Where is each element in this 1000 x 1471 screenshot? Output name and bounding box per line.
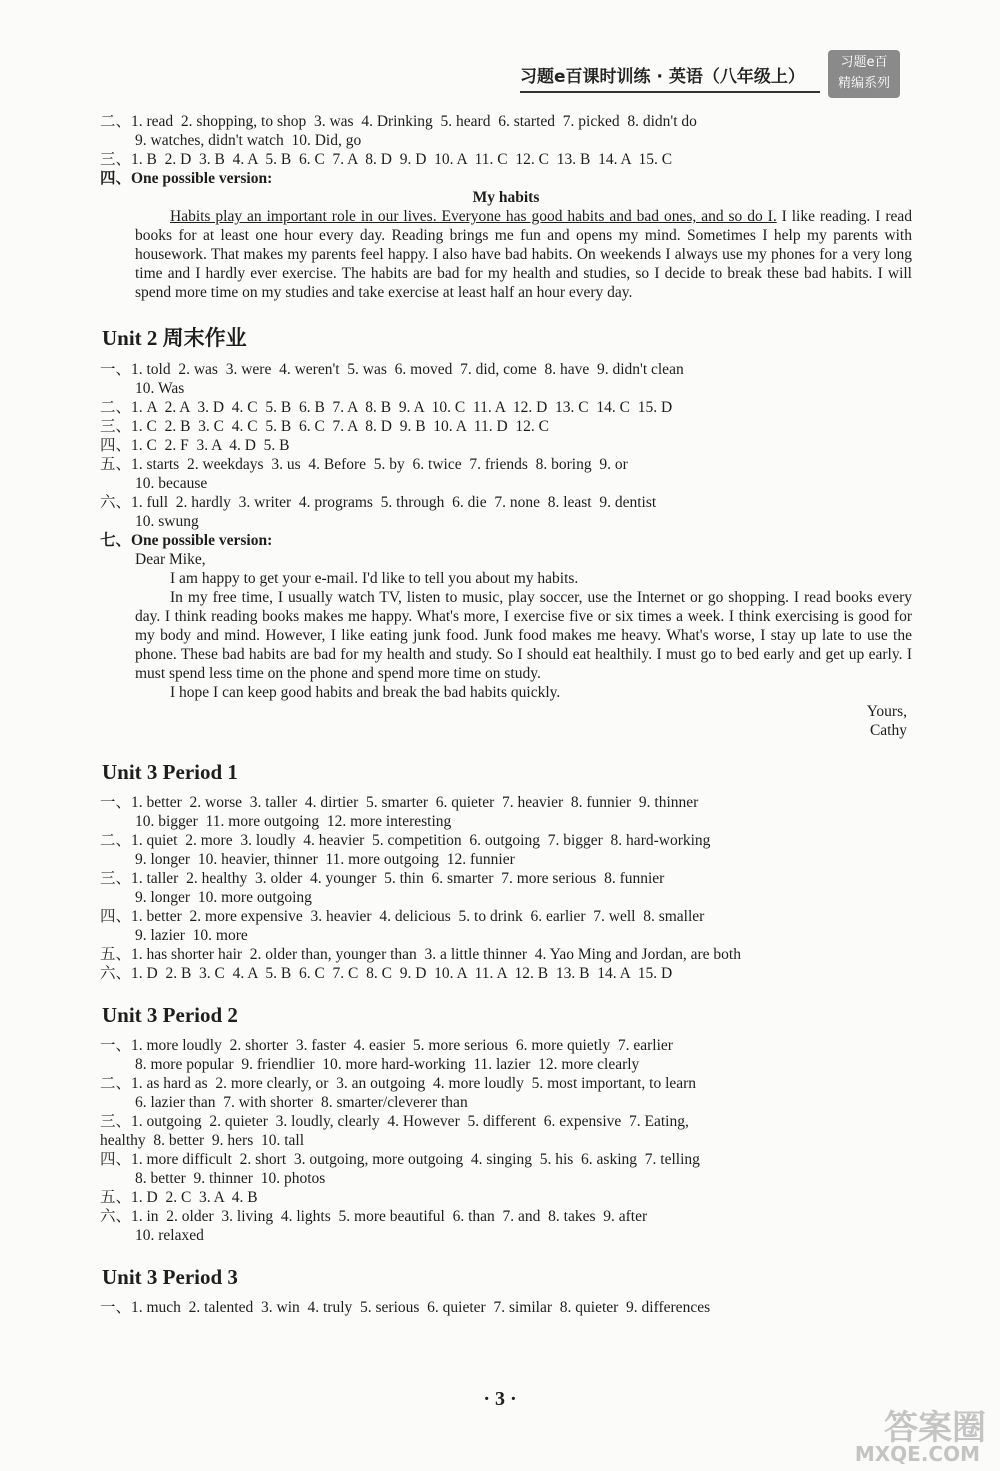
answer-line: 四、1. better 2. more expensive 3. heavier 4. delicious 5. to drink 6. earlier 7. well 8. smaller	[100, 908, 705, 925]
answer-line: 三、1. outgoing 2. quieter 3. loudly, clearly 4. However 5. different 6. expensive 7. Eating,	[100, 1113, 689, 1130]
answer-line: 三、1. C 2. B 3. C 4. C 5. B 6. C 7. A 8. D 9. B 10. A 11. D 12. C	[100, 418, 549, 435]
letter-signature: Cathy	[869, 722, 907, 739]
answer-line: 8. better 9. thinner 10. photos	[135, 1170, 326, 1187]
answer-line: 六、1. in 2. older 3. living 4. lights 5. more beautiful 6. than 7. and 8. takes 9. after	[100, 1208, 648, 1225]
essay-title: My habits	[472, 189, 540, 206]
unit2-title: Unit 2 周末作业	[102, 326, 247, 350]
answer-line: 一、1. told 2. was 3. were 4. weren't 5. was 6. moved 7. did, come 8. have 9. didn't clean	[100, 361, 684, 378]
answer-line: 10. bigger 11. more outgoing 12. more interesting	[135, 813, 452, 830]
answer-line: 10. because	[135, 475, 208, 492]
letter-paragraph: In my free time, I usually watch TV, listen to music, play soccer, use the Internet or go shopping. I read books every day. I think reading books makes me happy. What's more, I exercise five or six times a week. I think exercising is good for my body and mind. However, I like eating junk food. Junk food makes me heavy. What's worse, I stay up late to use the phone. These bad habits are bad for my health and study. So I should eat healthily. I must go to bed early and get up early. I must spend less time on the phone and spend more time on study.	[135, 589, 912, 682]
unit3-period1-title: Unit 3 Period 1	[102, 760, 238, 784]
unit3-period2-answers	[100, 1036, 912, 1245]
answer-line: 9. longer 10. more outgoing	[135, 889, 312, 906]
answer-line: healthy 8. better 9. hers 10. tall	[100, 1132, 305, 1149]
answer-line: 9. watches, didn't watch 10. Did, go	[135, 132, 362, 149]
answer-line: 五、1. starts 2. weekdays 3. us 4. Before 5. by 6. twice 7. friends 8. boring 9. or	[100, 456, 628, 473]
answer-line: 四、One possible version:	[100, 170, 273, 187]
answer-line: 10. swung	[135, 513, 199, 530]
answer-line: 四、1. more difficult 2. short 3. outgoing, more outgoing 4. singing 5. his 6. asking 7. telling	[100, 1151, 700, 1168]
answer-line: 一、1. much 2. talented 3. win 4. truly 5. serious 6. quieter 7. similar 8. quieter 9. differences	[100, 1299, 711, 1316]
answer-line: 三、1. B 2. D 3. B 4. A 5. B 6. C 7. A 8. D 9. D 10. A 11. C 12. C 13. B 14. A 15. C	[100, 151, 673, 168]
essay-body	[100, 207, 912, 302]
answer-line: 五、1. has shorter hair 2. older than, younger than 3. a little thinner 4. Yao Ming and Jordan, are both	[100, 946, 741, 963]
letter-paragraph: I am happy to get your e-mail. I'd like to tell you about my habits.	[170, 570, 579, 587]
answer-line: 七、One possible version:	[100, 532, 273, 549]
answer-line: 五、1. D 2. C 3. A 4. B	[100, 1189, 258, 1206]
answer-line: 二、1. as hard as 2. more clearly, or 3. an outgoing 4. more loudly 5. most important, to learn	[100, 1075, 697, 1092]
answer-line: 三、1. taller 2. healthy 3. older 4. younger 5. thin 6. smarter 7. more serious 8. funnier	[100, 870, 665, 887]
page-number: · 3 ·	[483, 1388, 517, 1410]
answer-line: 二、1. quiet 2. more 3. loudly 4. heavier 5. competition 6. outgoing 7. bigger 8. hard-working	[100, 832, 711, 849]
answer-line: 六、1. D 2. B 3. C 4. A 5. B 6. C 7. C 8. C 9. D 10. A 11. A 12. B 13. B 14. A 15. D	[100, 965, 673, 982]
answer-line: 一、1. better 2. worse 3. taller 4. dirtier 5. smarter 6. quieter 7. heavier 8. funnier 9. thinner	[100, 794, 699, 811]
unit2-answers	[100, 360, 912, 740]
answer-line: 10. Was	[135, 380, 185, 397]
answer-line: 二、1. A 2. A 3. D 4. C 5. B 6. B 7. A 8. B 9. A 10. C 11. A 12. D 13. C 14. C 15. D	[100, 399, 673, 416]
essay-underlined-sentence: Habits play an important role in our lives. Everyone has good habits and bad ones, and so do I.	[170, 208, 777, 225]
unit3-period1-answers	[100, 793, 912, 983]
unit3-period3-title: Unit 3 Period 3	[102, 1265, 238, 1289]
letter-greeting: Dear Mike,	[135, 551, 206, 568]
answer-line: 6. lazier than 7. with shorter 8. smarter/cleverer than	[135, 1094, 468, 1111]
badge-line-1: 习题e百	[840, 55, 888, 70]
answer-line: 9. lazier 10. more	[135, 927, 248, 944]
answer-content	[100, 112, 912, 1317]
answer-line: 二、1. read 2. shopping, to shop 3. was 4. Drinking 5. heard 6. started 7. picked 8. didn't do	[100, 113, 697, 130]
answer-line: 8. more popular 9. friendlier 10. more hard-working 11. lazier 12. more clearly	[135, 1056, 640, 1073]
letter-closing: Yours,	[866, 703, 907, 720]
header-title: 习题e百课时训练 · 英语（八年级上）	[520, 62, 820, 93]
unit3-period3-answers	[100, 1298, 912, 1317]
essay-rest: I like reading. I read books for at least one hour every day. Reading brings me fun and opens my mind. Sometimes I help my parents with housework. That makes my parents feel happy. I also have bad habits. On weekends I always use my phones for a very long time and I hardly ever exercise. The habits are bad for my health and studies, so I decide to break these bad habits. I will spend more time on my studies and take exercise at least half an hour every day.	[135, 208, 912, 301]
unit3-period2-title: Unit 3 Period 2	[102, 1003, 238, 1027]
watermark-url: MXQE.COM	[854, 1442, 980, 1466]
series-badge	[828, 50, 900, 98]
answer-line: 六、1. full 2. hardly 3. writer 4. programs 5. through 6. die 7. none 8. least 9. dentist	[100, 494, 657, 511]
answer-line: 四、1. C 2. F 3. A 4. D 5. B	[100, 437, 290, 454]
letter-paragraph: I hope I can keep good habits and break the bad habits quickly.	[170, 684, 561, 701]
answer-line: 一、1. more loudly 2. shorter 3. faster 4. easier 5. more serious 6. more quietly 7. earlier	[100, 1037, 673, 1054]
answer-line: 10. relaxed	[135, 1227, 204, 1244]
section-top	[100, 112, 912, 302]
answer-line: 9. longer 10. heavier, thinner 11. more outgoing 12. funnier	[135, 851, 515, 868]
watermark-logo: 答案圈	[884, 1408, 986, 1448]
badge-line-2: 精编系列	[837, 76, 890, 91]
